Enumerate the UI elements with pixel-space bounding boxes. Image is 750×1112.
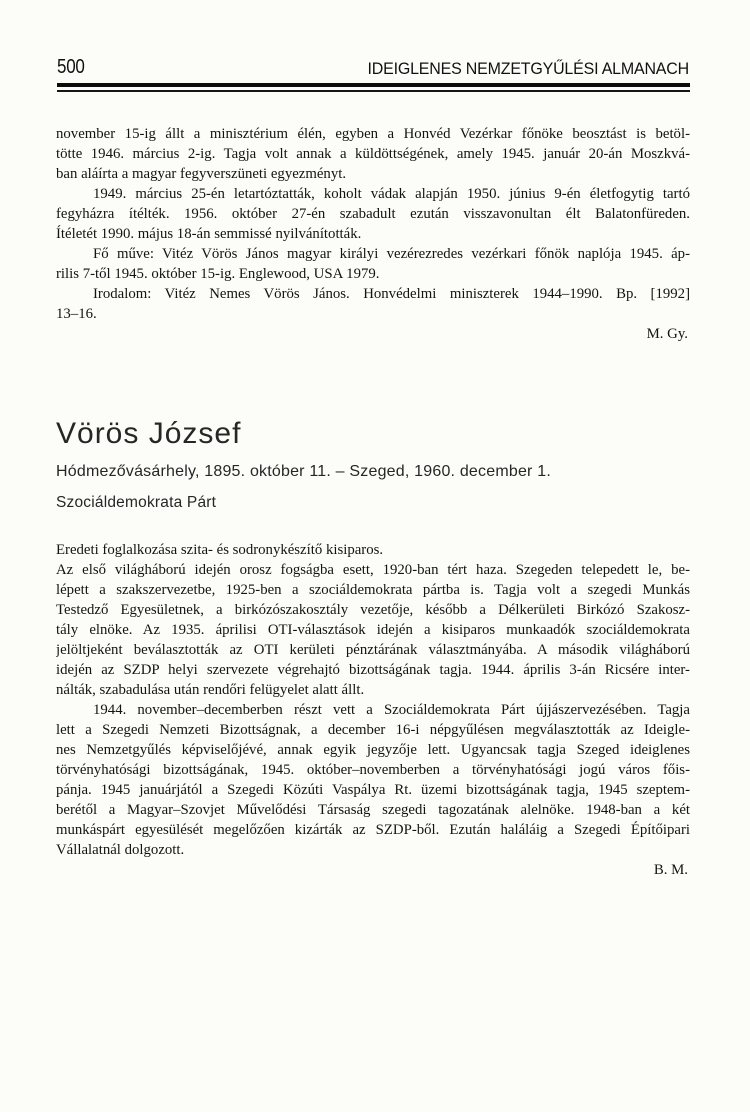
text-line: tötte 1946. március 2-ig. Tagja volt annak a küldöttségének, amely 1945. január 20-án Moszkvá- <box>56 146 690 162</box>
entry-paragraphs <box>56 540 690 860</box>
page-number: 500 <box>57 56 85 78</box>
text-line: Eredeti foglalkozása szita- és sodronykészítő kisiparos. <box>56 542 384 558</box>
entry-text <box>56 540 690 880</box>
previous-entry-text <box>56 124 690 344</box>
text-line: 13–16. <box>56 306 97 322</box>
entry-party: Szociáldemokrata Párt <box>56 494 217 511</box>
text-line: tály elnöke. Az 1935. áprilisi OTI-választások idején a kisiparos munkaadók szociáldemokrata <box>56 622 690 638</box>
text-line: fegyházra ítélték. 1956. október 27-én szabadult ezután visszavonultan élt Balatonfüreden. <box>56 206 690 222</box>
text-line: Irodalom: Vitéz Nemes Vörös János. Honvédelmi miniszterek 1944–1990. Bp. [1992] <box>93 286 690 302</box>
entry-name: Vörös József <box>56 417 242 450</box>
header-rule-thick <box>57 83 690 87</box>
text-line: berétől a Magyar–Szovjet Művelődési Társaság szegedi tagozatának alelnöke. 1948-ban a két <box>56 802 690 818</box>
entry-signature: B. M. <box>653 862 688 878</box>
previous-entry-paragraphs <box>56 124 690 324</box>
page-header <box>57 56 689 79</box>
header-rule-thin <box>57 90 690 92</box>
text-line: ban aláírta a magyar fegyverszüneti egyezményt. <box>56 166 347 182</box>
text-line: lépett a szakszervezetbe, 1925-ben a szociáldemokrata pártba is. Tagja volt a szegedi Munkás <box>56 582 690 598</box>
header-title: IDEIGLENES NEMZETGYŰLÉSI ALMANACH <box>367 59 689 78</box>
text-line: nes Nemzetgyűlés képviselőjévé, annak egyik jegyzője lett. Ugyancsak tagja Szeged ideiglenes <box>56 742 690 758</box>
entry-life-dates: Hódmezővásárhely, 1895. október 11. – Szeged, 1960. december 1. <box>56 463 551 480</box>
text-line: törvényhatósági bizottságának, 1945. október–novemberben a törvényhatósági jogú város főis- <box>56 762 690 778</box>
text-line: Az első világháború idején orosz fogságba esett, 1920-ban tért haza. Szegeden telepedett le, be- <box>56 562 690 578</box>
text-line: Ítéletét 1990. május 18-án semmissé nyilvánították. <box>56 226 362 242</box>
entry-heading <box>56 417 551 512</box>
text-line: 1944. november–decemberben részt vett a Szociáldemokrata Párt újjászervezésében. Tagja <box>93 702 690 718</box>
text-line: idején az SZDP helyi szervezete végrehajtó bizottságának tagja. 1944. április 3-án Ricsére inter- <box>56 662 690 678</box>
text-line: pánja. 1945 januárjától a Szegedi Közúti Vaspálya Rt. üzemi bizottságának tagja, 1945 szeptem- <box>56 782 690 798</box>
text-line: lett a Szegedi Nemzeti Bizottságnak, a december 16-i népgyűlésen megválasztották az Ideigle- <box>56 722 690 738</box>
text-line: 1949. március 25-én letartóztatták, koholt vádak alapján 1950. június 9-én életfogytig tartó <box>93 186 690 202</box>
text-line: jelöltjeként beválasztották az OTI kerületi pénztárának választmányába. A második világháború <box>56 642 690 658</box>
text-line: Fő műve: Vitéz Vörös János magyar királyi vezérezredes vezérkari főnök naplója 1945. áp- <box>93 246 690 262</box>
text-line: Vállalatnál dolgozott. <box>56 842 185 858</box>
text-line: nálták, szabadulása után rendőri felügyelet alatt állt. <box>56 682 365 698</box>
text-line: munkáspárt egyesülését megelőzően kizárták az SZDP-ből. Ezután haláláig a Szegedi Építőipari <box>56 822 690 838</box>
text-line: november 15-ig állt a minisztérium élén, egyben a Honvéd Vezérkar főnöke beosztást is betöl- <box>56 126 690 142</box>
previous-entry-signature: M. Gy. <box>646 326 688 342</box>
text-line: Testedző Egyesületnek, a birkózószakosztály vezetője, később a Délkerületi Birkózó Szakosz- <box>56 602 690 618</box>
text-line: rilis 7-től 1945. október 15-ig. Englewood, USA 1979. <box>56 266 380 282</box>
